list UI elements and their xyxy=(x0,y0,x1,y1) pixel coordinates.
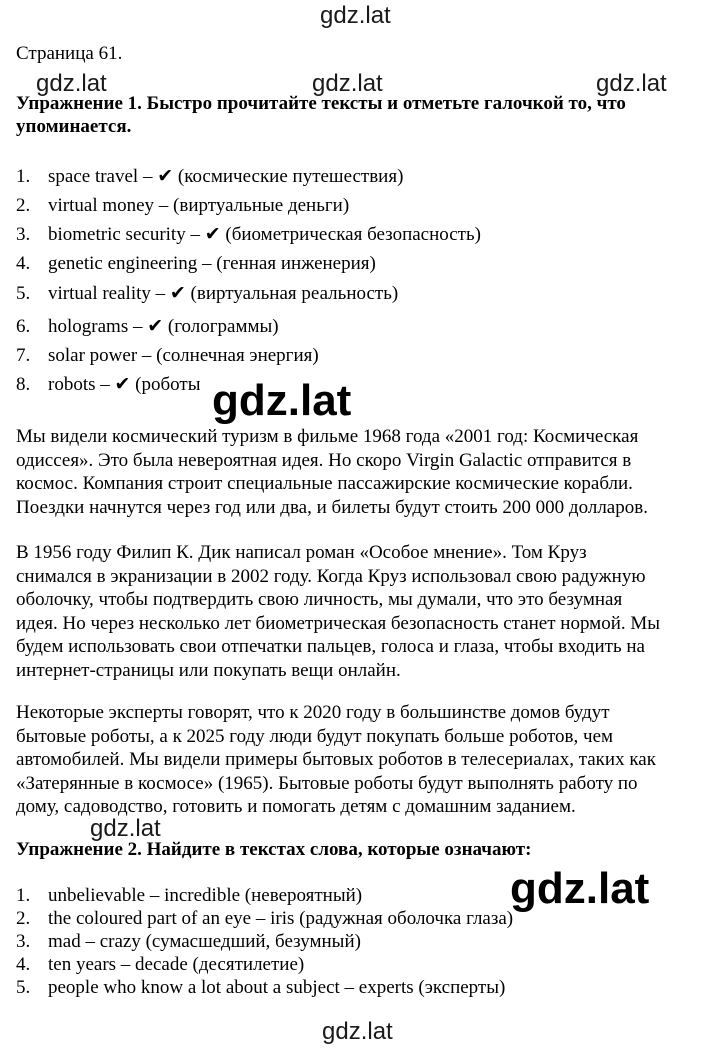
paragraph-line: Поездки начнутся через год или два, и билеты будут стоить 200 000 долларов. xyxy=(16,496,648,518)
paragraph-line: В 1956 году Филип К. Дик написал роман «Особое мнение». Том Круз xyxy=(16,542,587,563)
item-number: 3. xyxy=(16,931,31,952)
item-text: robots – ✔ (роботы xyxy=(48,374,201,395)
item-text: virtual money – (виртуальные деньги) xyxy=(48,195,350,216)
item-number: 3. xyxy=(16,224,31,245)
paragraph-line: одиссея». Это была невероятная идея. Но скоро Virgin Galactic отправится в xyxy=(16,449,632,471)
item-text: solar power – (солнечная энергия) xyxy=(48,345,319,366)
paragraph-line: оболочку, чтобы подтвердить свою личность, мы думали, что это безумная xyxy=(16,589,623,611)
watermark: gdz.lat xyxy=(596,70,667,97)
item-number: 2. xyxy=(16,195,31,216)
paragraph-line: «Затерянные в космосе» (1965). Бытовые роботы будут выполнять работу по xyxy=(16,772,638,794)
item-number: 1. xyxy=(16,885,31,906)
item-text: genetic engineering – (генная инженерия) xyxy=(48,253,376,274)
item-text: holograms – ✔ (голограммы) xyxy=(48,316,279,337)
watermark: gdz.lat xyxy=(322,1018,393,1045)
paragraph-line: идея. Но через несколько лет биометрическая безопасность станет нормой. Мы xyxy=(16,612,661,634)
item-text: biometric security – ✔ (биометрическая безопасность) xyxy=(48,224,481,245)
watermark: gdz.lat xyxy=(36,70,107,97)
exercise-1-heading-line-2: упоминается. xyxy=(16,116,132,137)
item-number: 4. xyxy=(16,954,31,975)
item-number: 2. xyxy=(16,908,31,929)
paragraph-biometric-security xyxy=(16,541,696,683)
item-text: the coloured part of an eye – iris (радужная оболочка глаза) xyxy=(48,908,514,929)
item-text: space travel – ✔ (космические путешествия) xyxy=(48,166,404,187)
item-text: ten years – decade (десятилетие) xyxy=(48,954,305,975)
paragraph-line: бытовые роботы, а к 2025 году люди будут покупать больше роботов, чем xyxy=(16,725,614,747)
paragraph-line: снимался в экранизации в 2002 году. Когда Круз использовал свою радужную xyxy=(16,565,646,587)
item-text: mad – crazy (сумасшедший, безумный) xyxy=(48,931,361,952)
paragraph-line: дому, садоводство, готовить и помогать детям с домашним заданием. xyxy=(16,796,576,818)
item-number: 4. xyxy=(16,253,31,274)
paragraph-line: автомобилей. Мы видели примеры бытовых роботов в телесериалах, таких как xyxy=(16,749,656,771)
paragraph-line: космос. Компания строит специальные пассажирские космические корабли. xyxy=(16,473,633,495)
item-number: 5. xyxy=(16,977,31,998)
watermark: gdz.lat xyxy=(320,2,391,29)
paragraph-line: интернет-страницы или покупать вещи онлайн. xyxy=(16,659,401,681)
item-text: unbelievable – incredible (невероятный) xyxy=(48,885,363,906)
paragraph-space-tourism xyxy=(16,425,696,519)
paragraph-line: Некоторые эксперты говорят, что к 2020 году в большинстве домов будут xyxy=(16,702,610,723)
item-number: 8. xyxy=(16,374,31,395)
exercise-2-heading: Упражнение 2. Найдите в текстах слова, которые означают: xyxy=(16,839,532,860)
watermark: gdz.lat xyxy=(312,70,383,97)
paragraph-household-robots xyxy=(16,701,696,819)
paragraph-line: Мы видели космический туризм в фильме 1968 года «2001 год: Космическая xyxy=(16,426,639,447)
watermark: gdz.lat xyxy=(510,864,650,913)
exercise-1-heading-line-1: Упражнение 1. Быстро прочитайте тексты и отметьте галочкой то, что xyxy=(16,93,626,114)
item-number: 1. xyxy=(16,166,31,187)
watermark: gdz.lat xyxy=(90,815,161,842)
item-text: virtual reality – ✔ (виртуальная реальность) xyxy=(48,283,399,304)
item-number: 5. xyxy=(16,283,31,304)
item-number: 7. xyxy=(16,345,31,366)
paragraph-line: будем использовать свои отпечатки пальцев, голоса и глаза, чтобы входить на xyxy=(16,636,645,658)
item-text: people who know a lot about a subject – experts (эксперты) xyxy=(48,977,506,998)
item-number: 6. xyxy=(16,316,31,337)
page-label: Страница 61. xyxy=(16,43,123,64)
watermark: gdz.lat xyxy=(212,376,352,425)
